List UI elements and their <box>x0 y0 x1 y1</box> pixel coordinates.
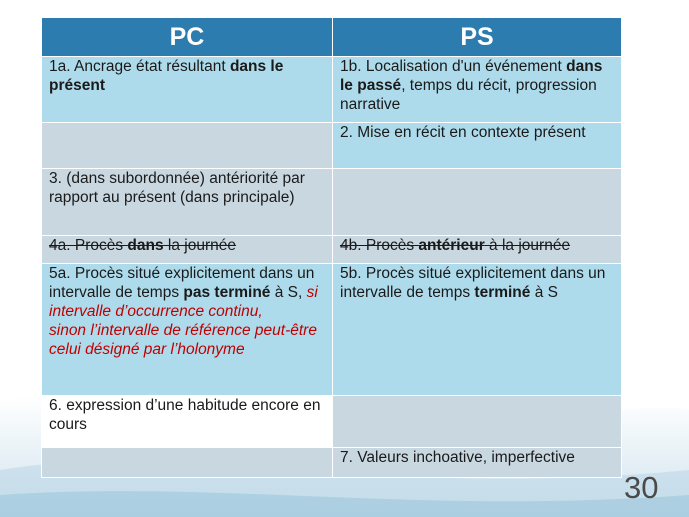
cell-1b: 1b. Localisation d'un événement dans le passé, temps du récit, progression narrative <box>333 57 622 123</box>
cell-7: 7. Valeurs inchoative, imperfective <box>333 448 622 478</box>
table-row <box>42 169 622 236</box>
cell-5b: 5b. Procès situé explicitement dans un intervalle de temps terminé à S <box>333 264 622 396</box>
table-row <box>42 236 622 264</box>
table-row <box>42 396 622 448</box>
cell-empty <box>333 396 622 448</box>
table-row <box>42 123 622 169</box>
header-ps: PS <box>333 18 622 57</box>
cell-empty <box>42 123 333 169</box>
table-row <box>42 264 622 396</box>
cell-6: 6. expression d’une habitude encore en cours <box>42 396 333 448</box>
table-row <box>42 57 622 123</box>
cell-4b: 4b. Procès antérieur à la journée <box>333 236 622 264</box>
comparison-table <box>41 17 622 478</box>
cell-empty <box>42 448 333 478</box>
cell-3: 3. (dans subordonnée) antériorité par rapport au présent (dans principale) <box>42 169 333 236</box>
page-number: 30 <box>624 470 659 505</box>
cell-2: 2. Mise en récit en contexte présent <box>333 123 622 169</box>
header-pc: PC <box>42 18 333 57</box>
cell-empty <box>333 169 622 236</box>
cell-1a: 1a. Ancrage état résultant dans le présent <box>42 57 333 123</box>
table-row <box>42 448 622 478</box>
cell-4a: 4a. Procès dans la journée <box>42 236 333 264</box>
cell-5a: 5a. Procès situé explicitement dans un intervalle de temps pas terminé à S, si intervalle d’occurrence continu, sinon l’intervalle de référence peut-être celui désigné par l’holonyme <box>42 264 333 396</box>
table-header-row <box>42 18 622 57</box>
